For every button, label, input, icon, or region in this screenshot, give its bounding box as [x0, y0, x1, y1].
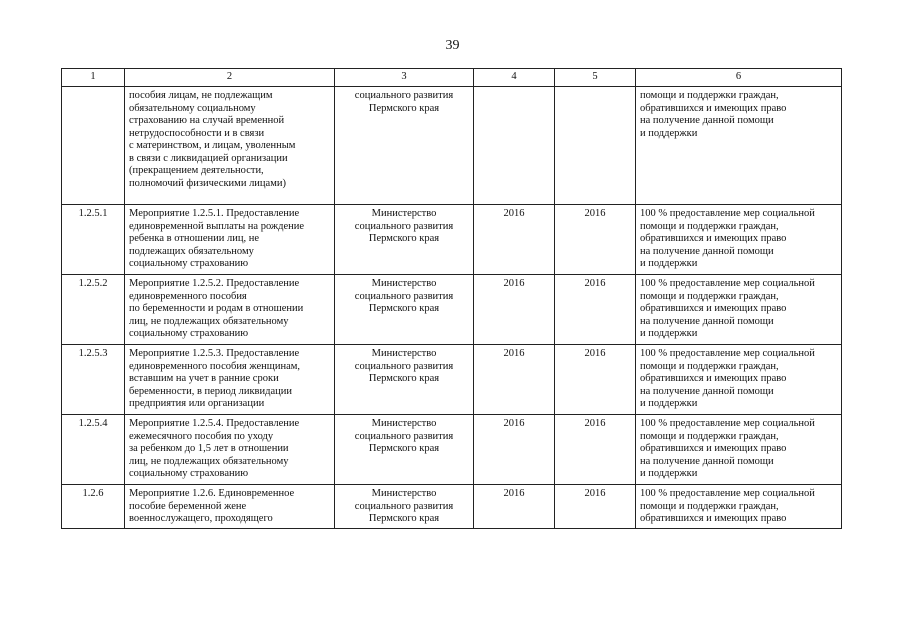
end-year: 2016: [555, 415, 636, 485]
responsible-executor: Министерство социального развития Пермского края: [335, 205, 474, 275]
table-row: [62, 275, 842, 345]
start-year: [474, 87, 555, 205]
measure-description: пособия лицам, не подлежащим обязательному социальному страхованию на случай временной нетрудоспособности и в связи с материнством, и лицам, уволенным в связи с ликвидацией организации (прекращением деятельности, полномочий физическими лицами): [125, 87, 335, 205]
table-row: [62, 205, 842, 275]
expected-result: 100 % предоставление мер социальной помощи и поддержки граждан, обратившихся и имеющих право на получение данной помощи и поддержки: [636, 345, 842, 415]
column-header: 2: [125, 69, 335, 87]
responsible-executor: Министерство социального развития Пермского края: [335, 345, 474, 415]
expected-result: 100 % предоставление мер социальной помощи и поддержки граждан, обратившихся и имеющих право на получение данной помощи и поддержки: [636, 415, 842, 485]
start-year: 2016: [474, 485, 555, 529]
expected-result: 100 % предоставление мер социальной помощи и поддержки граждан, обратившихся и имеющих право: [636, 485, 842, 529]
start-year: 2016: [474, 415, 555, 485]
end-year: 2016: [555, 485, 636, 529]
responsible-executor: Министерство социального развития Пермского края: [335, 415, 474, 485]
row-number: 1.2.5.3: [62, 345, 125, 415]
responsible-executor: социального развития Пермского края: [335, 87, 474, 205]
measure-description: Мероприятие 1.2.5.4. Предоставление ежемесячного пособия по уходу за ребенком до 1,5 лет в отношении лиц, не подлежащих обязательному социальному страхованию: [125, 415, 335, 485]
row-number: 1.2.6: [62, 485, 125, 529]
expected-result: 100 % предоставление мер социальной помощи и поддержки граждан, обратившихся и имеющих право на получение данной помощи и поддержки: [636, 275, 842, 345]
row-number: 1.2.5.2: [62, 275, 125, 345]
start-year: 2016: [474, 345, 555, 415]
measure-description: Мероприятие 1.2.5.1. Предоставление единовременной выплаты на рождение ребенка в отношении лиц, не подлежащих обязательному социальному страхованию: [125, 205, 335, 275]
end-year: 2016: [555, 275, 636, 345]
table-row: [62, 415, 842, 485]
start-year: 2016: [474, 205, 555, 275]
column-header: 4: [474, 69, 555, 87]
table-row: [62, 345, 842, 415]
column-header: 3: [335, 69, 474, 87]
row-number: 1.2.5.1: [62, 205, 125, 275]
expected-result: 100 % предоставление мер социальной помощи и поддержки граждан, обратившихся и имеющих право на получение данной помощи и поддержки: [636, 205, 842, 275]
end-year: 2016: [555, 205, 636, 275]
column-header: 6: [636, 69, 842, 87]
responsible-executor: Министерство социального развития Пермского края: [335, 485, 474, 529]
end-year: 2016: [555, 345, 636, 415]
measure-description: Мероприятие 1.2.5.3. Предоставление единовременного пособия женщинам, вставшим на учет в ранние сроки беременности, в период ликвидации предприятия или организации: [125, 345, 335, 415]
start-year: 2016: [474, 275, 555, 345]
table-row: [62, 87, 842, 205]
column-header: 1: [62, 69, 125, 87]
end-year: [555, 87, 636, 205]
measure-description: Мероприятие 1.2.6. Единовременное пособие беременной жене военнослужащего, проходящего: [125, 485, 335, 529]
row-number: 1.2.5.4: [62, 415, 125, 485]
column-header: 5: [555, 69, 636, 87]
table-row: [62, 485, 842, 529]
table-header-row: [62, 69, 842, 87]
page-number: 39: [445, 38, 460, 53]
expected-result: помощи и поддержки граждан, обратившихся и имеющих право на получение данной помощи и поддержки: [636, 87, 842, 205]
responsible-executor: Министерство социального развития Пермского края: [335, 275, 474, 345]
row-number: [62, 87, 125, 205]
program-measures-table: [61, 68, 842, 529]
measure-description: Мероприятие 1.2.5.2. Предоставление единовременного пособия по беременности и родам в отношении лиц, не подлежащих обязательному социальному страхованию: [125, 275, 335, 345]
